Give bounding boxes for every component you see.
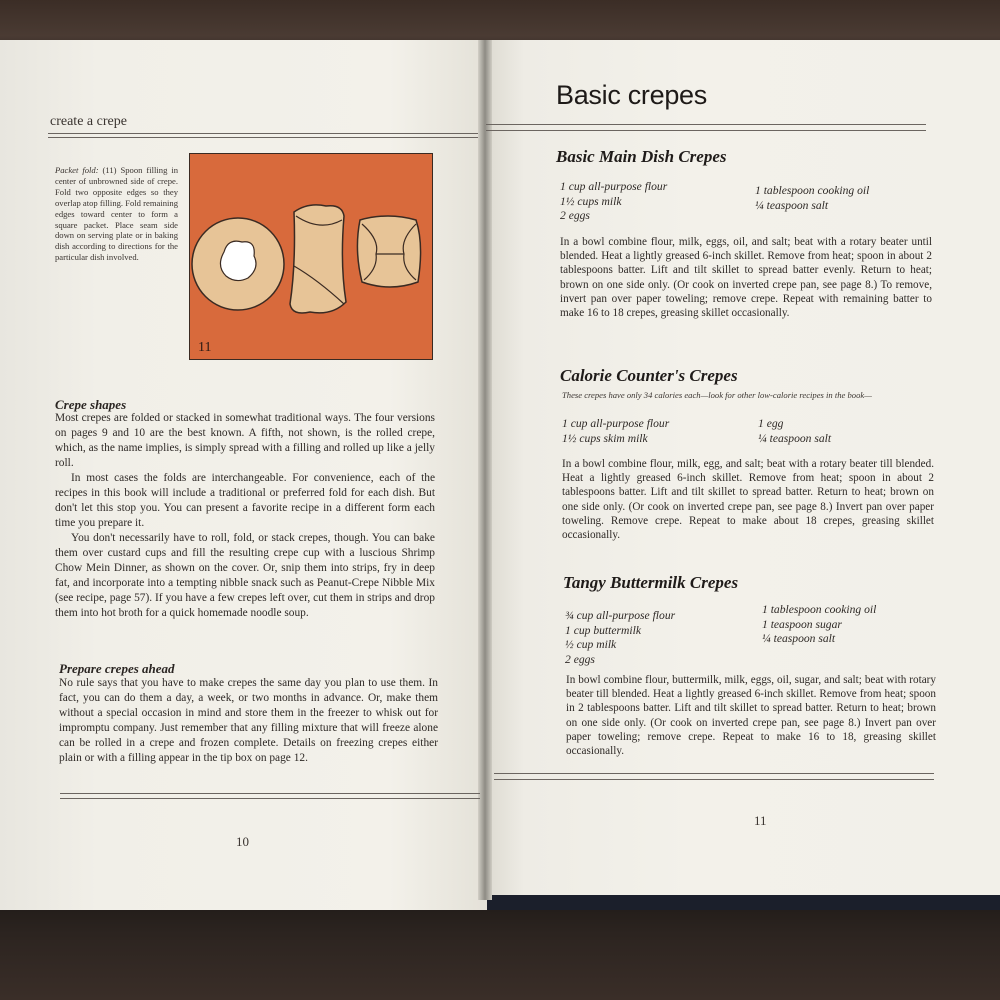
ingredient: ¼ teaspoon salt [762, 632, 836, 646]
ingredient: 1 teaspoon sugar [762, 617, 842, 631]
paragraph: You don't necessarily have to roll, fold, or stack crepes, though. You can bake them over custard cups and fill the resulting crepe cup with a luscious Shrimp Chow Mein Dinner, as shown on the cover. Or, snip them into strips, fry in deep fat, and incorporate into a tempting nibble snack such as Peanut-Crepe Nibble Mix (see recipe, page 57). If you have a few crepes left over, cut them in strips and drop them into hot broth for a quick homemade noodle soup. [55, 532, 435, 619]
ingredient: 1 cup all-purpose flour [560, 180, 668, 193]
ingredient: 1 egg [758, 417, 784, 430]
paragraph: In most cases the folds are interchangeable. For convenience, each of the recipes in this book will include a traditional or preferred fold for each dish. But don't let this stop you. You can present a favorite recipe in a different form each time you prepare it. [55, 472, 435, 529]
recipe-title-calorie-counter: Calorie Counter's Crepes [560, 366, 738, 385]
paragraph: Most crepes are folded or stacked in somewhat traditional ways. The four versions on pages 9 and 10 are the best known. A fifth, not shown, is the rolled crepe, which, as the name implies, is simply spread with a filling and rolled up like a jelly roll. [55, 412, 435, 469]
ingredient: ¼ teaspoon salt [758, 431, 832, 445]
prepare-ahead-text [59, 676, 438, 766]
ingredients-right [758, 417, 831, 446]
ingredient: 1 tablespoon cooking oil [762, 603, 877, 616]
title-rule-2 [486, 130, 926, 131]
ingredient: ½ cup milk [565, 638, 617, 652]
header-rule [48, 133, 478, 134]
caption-lead: Packet fold: [55, 165, 99, 175]
ingredients-left [562, 417, 669, 446]
section-heading-prepare-ahead: Prepare crepes ahead [59, 661, 175, 676]
filling-spot [220, 241, 256, 280]
ingredient: 2 eggs [565, 652, 595, 666]
ingredient: 1½ cups milk [560, 194, 622, 208]
running-head: create a crepe [50, 114, 127, 129]
paragraph: No rule says that you have to make crepes the same day you plan to use them. In fact, you can do them a day, a week, or two months in advance. Or, make them without a special occasion in mind and store them in the freezer to whisk out for impromptu company. Just remember that any filling mixture that will freeze alone can be rolled in a crepe and frozen complete. Details on freezing crepes either plain or with a filling appear in the tip box on page 12. [59, 677, 438, 764]
ingredient: 1 cup all-purpose flour [562, 417, 670, 430]
book-gutter [478, 40, 492, 900]
method-text: In a bowl combine flour, milk, egg, and salt; beat with a rotary beater till blended. Heat a lightly greased 6-inch skillet. Remove from heat; spoon in about 2 tablespoons batter. Lift and tilt skillet to spread batter. Return to heat; brown on one side only. (Or cook on inverted crepe pan, see page 8.) Invert pan over paper toweling. Remove crepe. Repeat to make about 18 crepes, greasing skillet occasionally. [562, 458, 934, 542]
ingredient: ¼ teaspoon salt [755, 198, 829, 212]
illustration-caption [55, 165, 178, 263]
ingredients-right [755, 184, 869, 213]
footer-rule [494, 773, 934, 774]
illustration-number: 11 [198, 340, 212, 355]
square-packet [357, 216, 420, 287]
page-number-right: 11 [754, 813, 767, 828]
footer-rule-2 [494, 779, 934, 780]
title-rule [486, 124, 926, 125]
ingredient: 1½ cups skim milk [562, 431, 648, 445]
ingredient: ¾ cup all-purpose flour [565, 609, 676, 622]
packet-fold-illustration [189, 153, 433, 360]
crepe-fold-drawing [190, 154, 432, 359]
method-text: In bowl combine flour, buttermilk, milk, eggs, oil, sugar, and salt; beat with rotary beater till blended. Heat a lightly greased 6-inch skillet. Remove from heat; spoon in 2 tablespoons batter. Lift and tilt skillet to spread batter. Return to heat; brown on one side only. (Or cook on inverted crepe pan, see page 8.) Invert pan over paper toweling; remove crepe. Repeat to make 16 to 18, greasing skillet occasionally. [566, 674, 936, 758]
ingredient: 1 tablespoon cooking oil [755, 184, 870, 197]
page-number-left: 10 [236, 834, 249, 849]
footer-rule [60, 793, 480, 794]
ingredient: 2 eggs [560, 209, 590, 223]
recipe-title-tangy-buttermilk: Tangy Buttermilk Crepes [563, 573, 739, 592]
ingredient: 1 cup buttermilk [565, 623, 641, 637]
ingredients-right [762, 603, 876, 647]
ingredients-left [560, 180, 667, 224]
footer-rule-2 [60, 798, 480, 799]
page-title: Basic crepes [556, 80, 707, 110]
crepe-shapes-text [55, 411, 435, 621]
method-text: In a bowl combine flour, milk, eggs, oil, and salt; beat with a rotary beater until blended. Heat a lightly greased 6-inch skillet. Remove from heat; spoon in about 2 tablespoons batter. Lift and tilt skillet to spread batter evenly. Return to heat; brown on one side only. (Or cook on inverted crepe pan, see page 8.) To remove, invert pan over paper toweling; remove crepe. Repeat with remaining batter to make 16 to 18 crepes, greasing skillet occasionally. [560, 236, 932, 320]
folded-crepe [290, 205, 346, 313]
section-heading-crepe-shapes: Crepe shapes [55, 397, 127, 412]
recipe-note: These crepes have only 34 calories each—look for other low-calorie recipes in the book— [562, 390, 872, 400]
recipe-title-basic-main-dish: Basic Main Dish Crepes [556, 147, 727, 166]
header-rule-2 [48, 137, 478, 138]
caption-text: (11) Spoon filling in center of unbrowned side of crepe. Fold two opposite edges so they overlap atop filling. Fold remaining edges toward center to form a square packet. Place seam side down on serving plate or in baking dish according to directions for the particular dish involved. [55, 165, 178, 263]
ingredients-left [565, 609, 675, 667]
